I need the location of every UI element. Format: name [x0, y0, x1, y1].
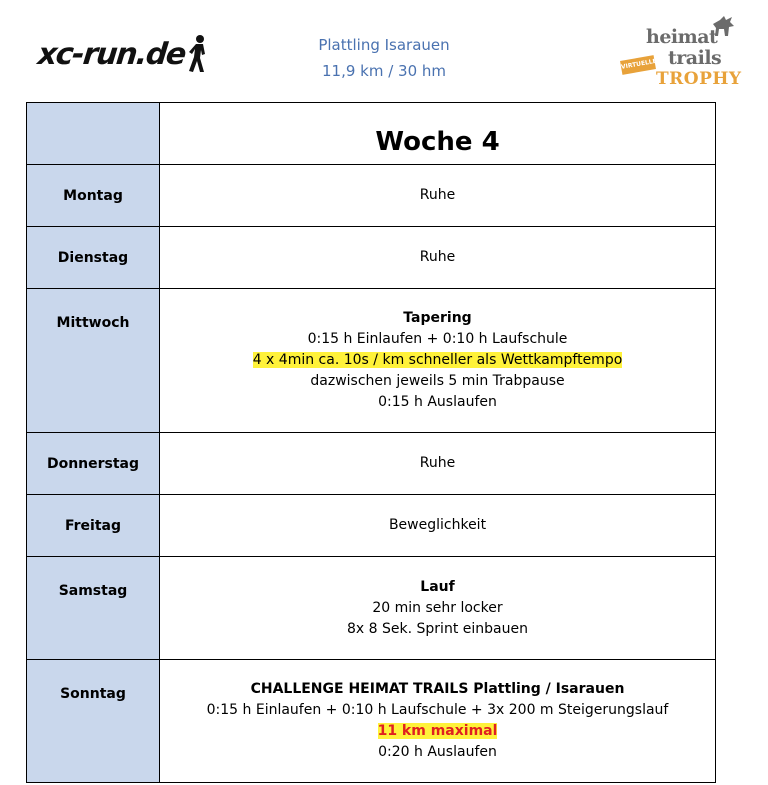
logo-word-trails: trails	[668, 47, 722, 69]
logo-word-heimat: heimat	[646, 26, 718, 48]
logo-badge: VIRTUELLE	[620, 55, 656, 75]
day-label-sonntag: Sonntag	[27, 660, 160, 783]
day-content-samstag	[160, 557, 716, 660]
day-label-donnerstag: Donnerstag	[27, 433, 160, 495]
table-row	[27, 289, 716, 433]
day-content-freitag: Beweglichkeit	[160, 495, 716, 557]
heimat-trails-trophy-logo	[618, 14, 742, 90]
day-label-samstag: Samstag	[27, 557, 160, 660]
location-label: Plattling Isarauen	[318, 36, 450, 54]
table-row	[27, 557, 716, 660]
table-row	[27, 227, 716, 289]
session-line: 0:15 h Einlaufen + 0:10 h Laufschule	[307, 331, 568, 347]
day-content-donnerstag: Ruhe	[160, 433, 716, 495]
brand-wordmark: xc-run.de	[36, 36, 187, 72]
table-row	[27, 165, 716, 227]
table-row	[27, 495, 716, 557]
day-content-dienstag: Ruhe	[160, 227, 716, 289]
week-header-day-cell	[27, 103, 160, 165]
week-title: Woche 4	[160, 103, 716, 165]
day-content-mittwoch	[160, 289, 716, 433]
session-title: Lauf	[420, 578, 455, 595]
logo-word-trophy: TROPHY	[656, 69, 742, 89]
session-line: 20 min sehr locker	[372, 599, 503, 616]
training-plan-table	[26, 102, 716, 783]
session-title: Tapering	[403, 310, 472, 326]
table-row	[27, 660, 716, 783]
day-label-mittwoch: Mittwoch	[27, 289, 160, 433]
highlighted-distance-limit: 11 km maximal	[377, 723, 498, 739]
highlighted-interval-line: 4 x 4min ca. 10s / km schneller als Wettkampftempo	[252, 352, 623, 368]
session-line: 0:15 h Einlaufen + 0:10 h Laufschule + 3x 200 m Steigerungslauf	[206, 702, 669, 718]
day-label-dienstag: Dienstag	[27, 227, 160, 289]
table-row	[27, 433, 716, 495]
week-header-row	[27, 103, 716, 165]
day-content-montag: Ruhe	[160, 165, 716, 227]
day-label-freitag: Freitag	[27, 495, 160, 557]
day-content-sonntag	[160, 660, 716, 783]
session-line: 8x 8 Sek. Sprint einbauen	[347, 620, 528, 637]
session-line: 0:15 h Auslaufen	[378, 394, 497, 410]
distance-elevation-label: 11,9 km / 30 hm	[321, 62, 447, 80]
day-label-montag: Montag	[27, 165, 160, 227]
session-line: dazwischen jeweils 5 min Trabpause	[310, 373, 565, 389]
session-line: 0:20 h Auslaufen	[378, 744, 497, 760]
session-title: CHALLENGE HEIMAT TRAILS Plattling / Isarauen	[250, 681, 625, 697]
